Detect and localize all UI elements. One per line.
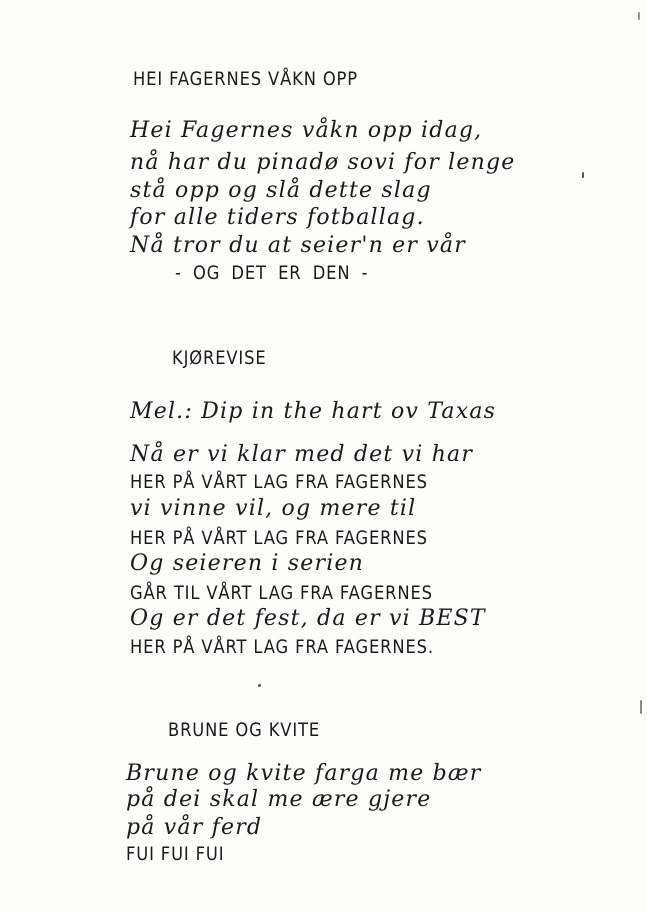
song1-line-3: stå opp og slå dette slag: [130, 178, 432, 203]
song1-title: HEI FAGERNES VÅKN OPP: [133, 68, 358, 90]
song1-line-1: Hei Fagernes våkn opp idag,: [130, 118, 483, 143]
song2-line-6: GÅR TIL VÅRT LAG FRA FAGERNES: [130, 582, 433, 604]
scan-speck: [582, 172, 584, 178]
song2-line-5: Og seieren i serien: [130, 551, 365, 576]
song2-line-8: HER PÅ VÅRT LAG FRA FAGERNES.: [130, 636, 434, 658]
song1-line-4: for alle tiders fotballag.: [130, 205, 425, 230]
scan-speck: [258, 684, 261, 687]
song3-line-1: Brune og kvite farga me bær: [126, 761, 482, 786]
song2-line-2: HER PÅ VÅRT LAG FRA FAGERNES: [130, 471, 428, 493]
song3-line-3: på vår ferd: [126, 815, 263, 840]
song2-line-3: vi vinne vil, og mere til: [130, 496, 417, 521]
song2-title: KJØREVISE: [172, 347, 267, 369]
song1-line-6: - OG DET ER DEN -: [175, 262, 369, 284]
song3-title: BRUNE OG KVITE: [168, 719, 321, 741]
song2-line-4: HER PÅ VÅRT LAG FRA FAGERNES: [130, 527, 428, 549]
scan-speck: [638, 12, 640, 20]
scan-speck: [640, 700, 642, 714]
song2-line-1: Nå er vi klar med det vi har: [130, 442, 474, 467]
song3-line-4: FUI FUI FUI: [126, 843, 225, 865]
song3-line-2: på dei skal me ære gjere: [126, 787, 432, 812]
song2-melody: Mel.: Dip in the hart ov Taxas: [130, 399, 497, 424]
song1-line-2: nå har du pinadø sovi for lenge: [130, 150, 516, 175]
song1-line-5: Nå tror du at seier'n er vår: [130, 233, 466, 258]
song2-line-7: Og er det fest, da er vi BEST: [130, 606, 486, 631]
